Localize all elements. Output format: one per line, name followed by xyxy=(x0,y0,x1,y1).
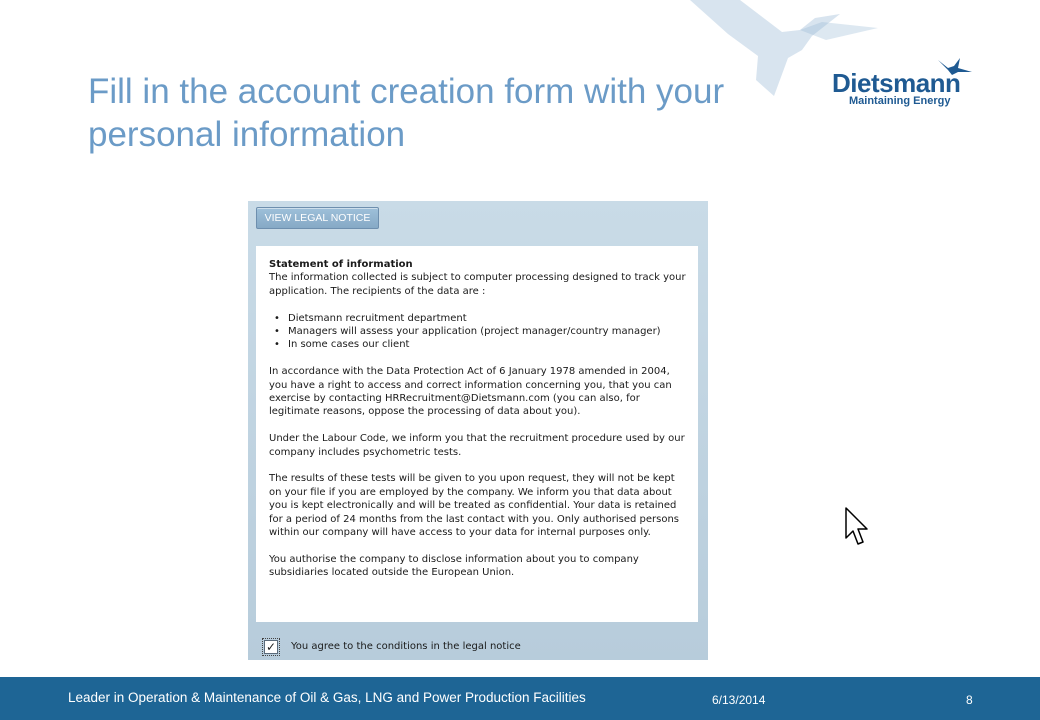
authorise-paragraph: You authorise the company to disclose information about you to company subsidiaries located outside the European Union. xyxy=(269,553,639,579)
footer-bar xyxy=(0,677,1040,720)
list-item xyxy=(269,325,686,338)
agree-label[interactable]: You agree to the conditions in the legal notice xyxy=(291,641,521,652)
legal-notice-screenshot xyxy=(248,201,708,660)
labour-code-paragraph: Under the Labour Code, we inform you that the recruitment procedure used by our company includes psychometric tests. xyxy=(269,433,685,458)
agree-checkbox[interactable]: ✓ xyxy=(265,640,277,654)
page-number: 8 xyxy=(966,693,973,707)
data-protection-paragraph: In accordance with the Data Protection Act of 6 January 1978 amended in 2004, you have a right to access and correct information concerning you, that you can exercise by contacting HRRecruitment@Dietsmann.com (you can also, for legitimate reasons, oppose the processing of data about you). xyxy=(269,366,672,418)
recipients-list xyxy=(269,312,686,352)
recipient-text: Dietsmann recruitment department xyxy=(288,312,467,324)
mouse-cursor-icon xyxy=(845,507,869,547)
slide-title: Fill in the account creation form with your personal information xyxy=(88,72,725,154)
footer-date: 6/13/2014 xyxy=(712,693,766,707)
footer-tagline: Leader in Operation & Maintenance of Oil & Gas, LNG and Power Production Facilities xyxy=(68,690,586,705)
legal-notice-panel xyxy=(256,246,698,622)
bullet: • xyxy=(274,312,280,324)
recipient-text: Managers will assess your application (project manager/country manager) xyxy=(288,326,661,338)
bullet: • xyxy=(274,326,280,338)
list-item xyxy=(269,338,686,351)
view-legal-notice-button[interactable]: VIEW LEGAL NOTICE xyxy=(256,207,379,229)
logo-tagline: Maintaining Energy xyxy=(849,95,951,107)
test-results-paragraph: The results of these tests will be given to you upon request, they will not be kept on your file if you are employed by the company. We inform you that data about you is kept electronically and will be treated as confidential. Your data is retained for a period of 24 months from the last contact with you. Only authorised persons within our company will have access to your data for internal purposes only. xyxy=(269,473,680,539)
dietsmann-logo xyxy=(832,54,982,114)
logo-wordmark: Dietsmann xyxy=(832,68,961,98)
list-item xyxy=(269,312,686,325)
statement-intro: The information collected is subject to computer processing designed to track your application. The recipients of the data are : xyxy=(269,272,686,297)
statement-heading: Statement of information xyxy=(269,259,413,270)
bullet: • xyxy=(274,339,280,351)
recipient-text: In some cases our client xyxy=(288,339,410,351)
